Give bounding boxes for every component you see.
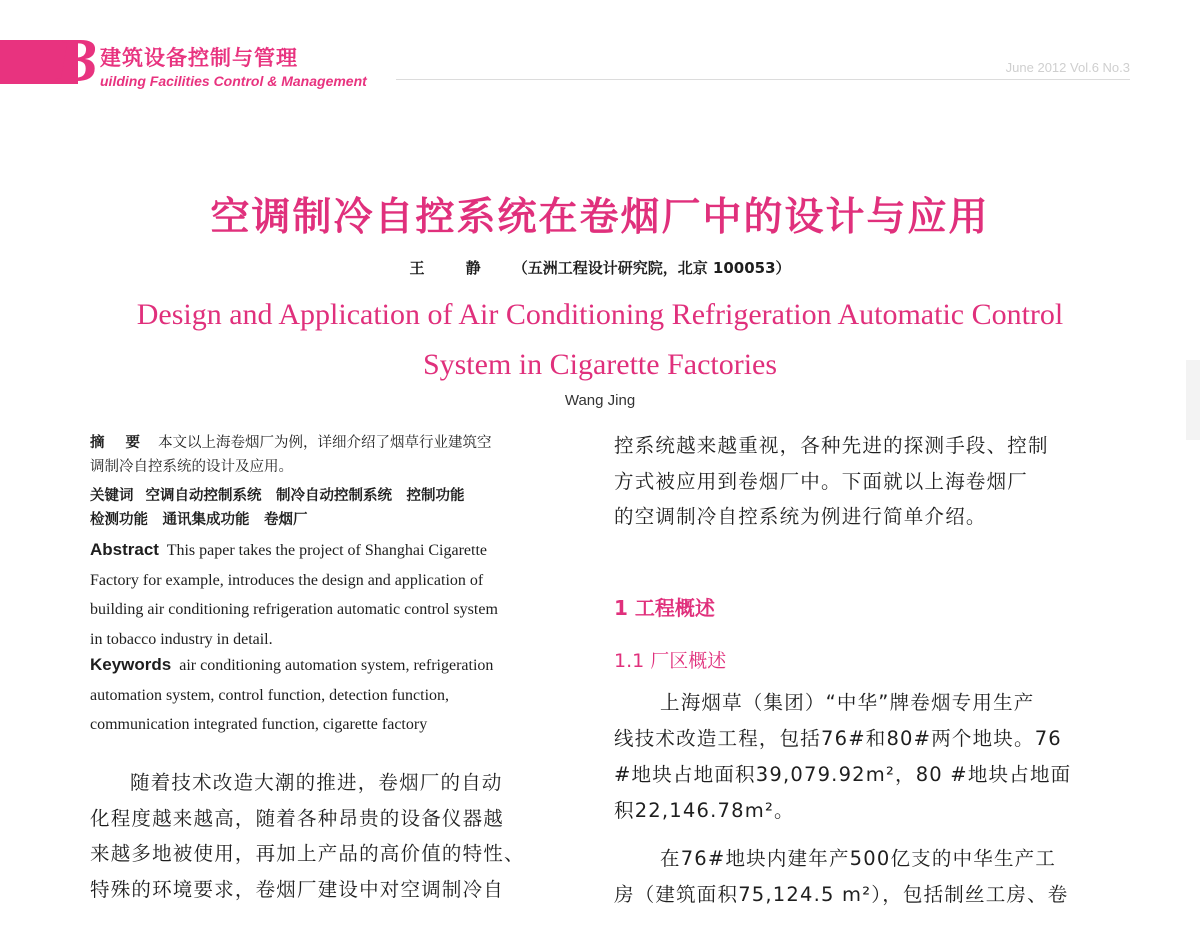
intro-line: 来越多地被使用，再加上产品的高价值的特性、	[90, 842, 525, 865]
abstract-en-line: building air conditioning refrigeration automatic control system	[90, 601, 498, 618]
intro-line: 特殊的环境要求，卷烟厂建设中对空调制冷自	[90, 877, 505, 901]
body-paragraph	[614, 841, 1114, 913]
para-line: 房（建筑面积75,124.5 m²），包括制丝工房、卷	[614, 883, 1069, 906]
keywords-cn-line: 检测功能 通讯集成功能 卷烟厂	[90, 512, 308, 528]
abstract-en-label: Abstract	[90, 540, 159, 559]
section-heading-1-1: 1.1 厂区概述	[614, 650, 727, 672]
journal-logo-letter: B	[56, 27, 98, 95]
intro-paragraph-continued	[614, 428, 1114, 535]
para-line: #地块占地面积39,079.92m²，80 #地块占地面	[614, 763, 1072, 786]
keywords-en-line: air conditioning automation system, refrigeration	[179, 657, 494, 674]
paper-title-cn: 空调制冷自控系统在卷烟厂中的设计与应用	[210, 195, 990, 240]
section-heading-1: 1 工程概述	[614, 596, 715, 620]
para-line: 在76#地块内建年产500亿支的中华生产工	[660, 847, 1057, 870]
keywords-cn	[90, 484, 590, 532]
title-en-line: Design and Application of Air Conditioning Refrigeration Automatic Control	[136, 298, 1064, 331]
abstract-en-line: in tobacco industry in detail.	[90, 630, 273, 648]
author-name-en: Wang Jing	[564, 392, 636, 409]
abstract-cn	[90, 431, 590, 479]
intro-cont-line: 方式被应用到卷烟厂中。下面就以上海卷烟厂	[614, 469, 1029, 493]
author-name-cn: 王 静	[409, 259, 499, 277]
keywords-en	[90, 650, 590, 740]
journal-title-en: uilding Facilities Control & Management	[100, 73, 367, 89]
intro-paragraph	[90, 765, 590, 907]
paper-title-en	[0, 290, 1200, 390]
abstract-cn-line: 本文以上海卷烟厂为例，详细介绍了烟草行业建筑空	[158, 435, 492, 451]
abstract-en-line: This paper takes the project of Shanghai Cigarette	[166, 542, 488, 559]
scan-edge-mark	[1186, 360, 1200, 440]
keywords-en-line: communication integrated function, cigarette factory	[90, 716, 428, 733]
keywords-en-line: automation system, control function, detection function,	[90, 686, 450, 704]
abstract-cn-line: 调制冷自控系统的设计及应用。	[90, 459, 293, 475]
para-line: 上海烟草（集团）“中华”牌卷烟专用生产	[660, 691, 1035, 714]
keywords-en-label: Keywords	[90, 655, 172, 674]
intro-cont-line: 控系统越来越重视，各种先进的探测手段、控制	[614, 434, 1049, 457]
intro-line: 随着技术改造大潮的推进，卷烟厂的自动	[130, 771, 503, 794]
author-affiliation-cn: （五洲工程设计研究院，北京 100053）	[512, 259, 791, 277]
body-paragraph	[614, 685, 1114, 829]
title-en-line: System in Cigarette Factories	[422, 348, 778, 381]
abstract-en-line: Factory for example, introduces the design and application of	[90, 571, 484, 589]
intro-line: 化程度越来越高，随着各种昂贵的设备仪器越	[90, 806, 505, 830]
intro-cont-line: 的空调制冷自控系统为例进行简单介绍。	[614, 505, 987, 528]
keywords-cn-line: 空调自动控制系统 制冷自动控制系统 控制功能	[145, 488, 465, 504]
para-line: 积22,146.78m²。	[614, 799, 795, 822]
author-line-cn	[0, 257, 1200, 278]
journal-title-cn: 建筑设备控制与管理	[100, 46, 298, 70]
abstract-cn-label: 摘 要	[90, 435, 149, 451]
header-divider	[396, 79, 1130, 80]
abstract-en	[90, 535, 590, 654]
issue-info: June 2012 Vol.6 No.3	[1005, 60, 1130, 75]
keywords-cn-label: 关键词	[90, 488, 134, 504]
para-line: 线技术改造工程，包括76#和80#两个地块。76	[614, 727, 1062, 750]
